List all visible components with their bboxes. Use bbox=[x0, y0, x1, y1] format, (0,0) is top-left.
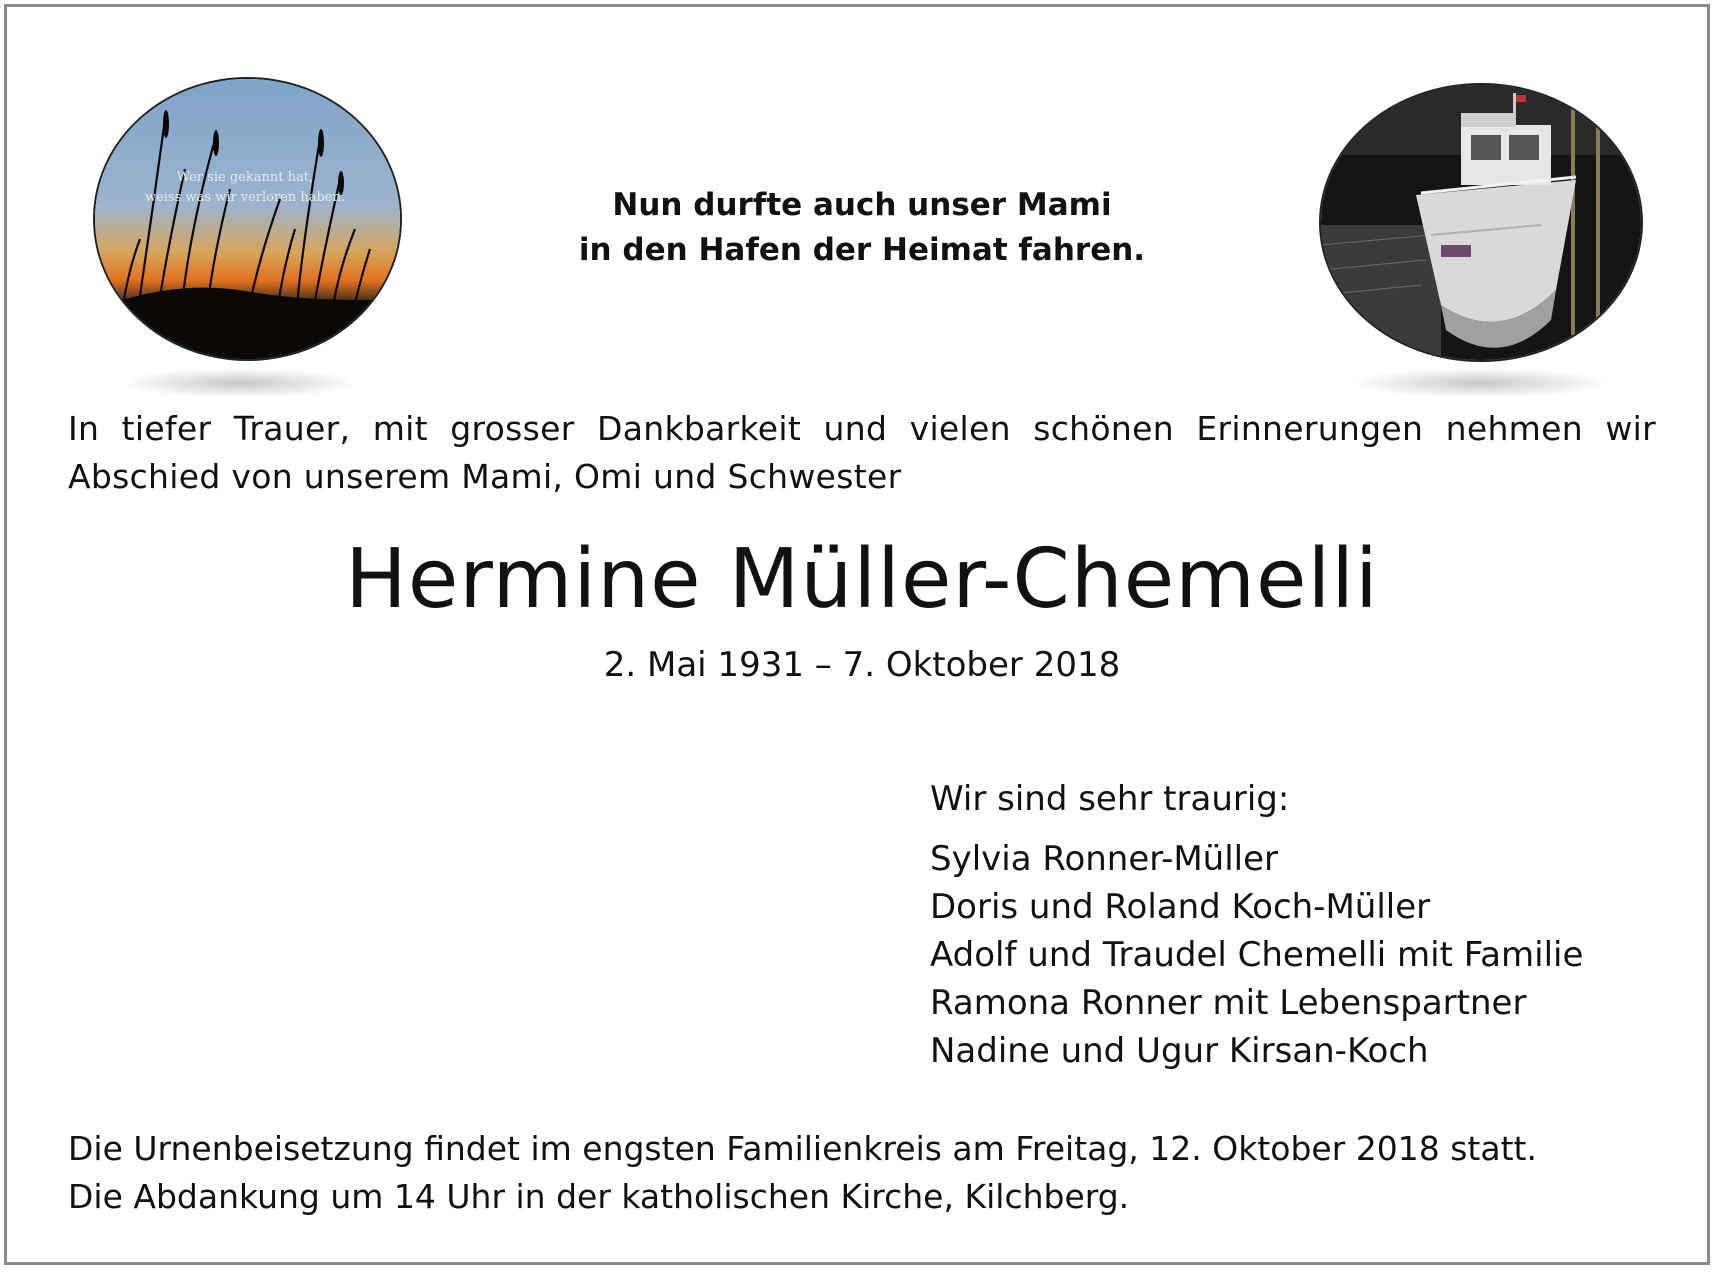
mourners-list bbox=[930, 775, 1690, 1075]
mourners-lead: Wir sind sehr traurig: bbox=[930, 779, 1290, 819]
sunset-grass-photo-icon bbox=[95, 79, 400, 359]
intro-line-1: In tiefer Trauer, mit grosser Dankbarkeit und vielen schönen Erinnerungen nehmen wir bbox=[68, 409, 1656, 448]
headline bbox=[440, 183, 1284, 273]
photo-shadow-left bbox=[120, 368, 360, 398]
photo-shadow-right bbox=[1350, 368, 1610, 398]
funeral-notice-line-1: Die Urnenbeisetzung findet im engsten Familienkreis am Freitag, 12. Oktober 2018 statt. bbox=[68, 1129, 1537, 1168]
motorboat-harbor-photo-icon bbox=[1321, 85, 1641, 360]
funeral-notice-line-2: Die Abdankung um 14 Uhr in der katholischen Kirche, Kilchberg. bbox=[68, 1177, 1130, 1216]
funeral-notice bbox=[68, 1125, 1668, 1221]
mourner-name: Nadine und Ugur Kirsan-Koch bbox=[930, 1031, 1429, 1071]
motorboat-harbor-photo bbox=[1319, 83, 1643, 362]
headline-line-2: in den Hafen der Heimat fahren. bbox=[578, 232, 1146, 268]
life-dates: 2. Mai 1931 – 7. Oktober 2018 bbox=[603, 645, 1121, 685]
photo-quote-line-2: weiss was wir verloren haben. bbox=[144, 190, 346, 205]
mourner-name: Sylvia Ronner-Müller bbox=[930, 839, 1279, 879]
mourner-name: Ramona Ronner mit Lebenspartner bbox=[930, 983, 1527, 1023]
intro-line-2: Abschied von unserem Mami, Omi und Schwester bbox=[68, 457, 902, 496]
mourner-name: Doris und Roland Koch-Müller bbox=[930, 887, 1431, 927]
deceased-name: Hermine Müller-Chemelli bbox=[345, 532, 1379, 627]
sunset-grass-photo bbox=[93, 77, 402, 361]
intro-text bbox=[68, 405, 1656, 501]
headline-line-1: Nun durfte auch unser Mami bbox=[612, 187, 1112, 223]
mourner-name: Adolf und Traudel Chemelli mit Familie bbox=[930, 935, 1584, 975]
photo-quote-line-1: Wer sie gekannt hat, bbox=[176, 170, 314, 185]
